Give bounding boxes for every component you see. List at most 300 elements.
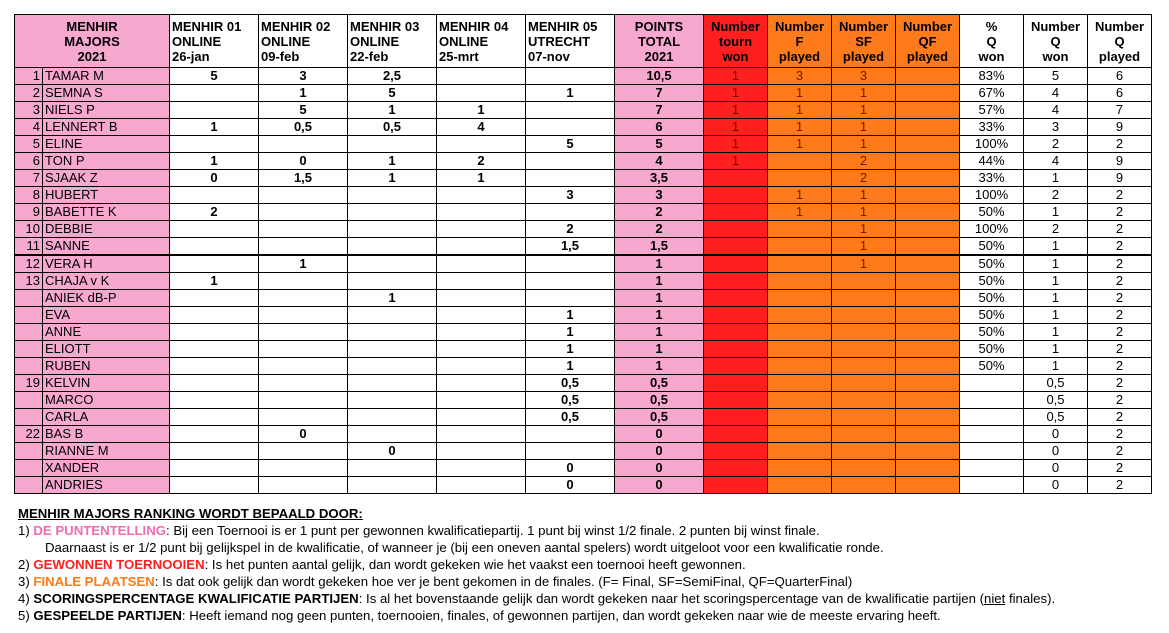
q-won: 1 xyxy=(1024,170,1088,187)
event-score: 0,5 xyxy=(526,375,615,392)
table-row xyxy=(15,153,1152,170)
header-line: Number xyxy=(710,18,761,34)
event-name: MENHIR 02 xyxy=(261,18,331,34)
qf-played xyxy=(896,307,960,324)
event-score xyxy=(437,341,526,358)
event-score: 5 xyxy=(259,102,348,119)
q-played: 2 xyxy=(1088,204,1152,221)
event-score xyxy=(348,392,437,409)
q-played: 2 xyxy=(1088,290,1152,307)
event-date: 09-feb xyxy=(261,48,300,64)
pct-q-won xyxy=(960,477,1024,494)
points-total: 3,5 xyxy=(615,170,704,187)
event-score xyxy=(170,324,259,341)
q-won: 0 xyxy=(1024,443,1088,460)
tourn-won xyxy=(704,375,768,392)
event-score: 1 xyxy=(348,153,437,170)
event-score xyxy=(348,358,437,375)
event-score: 1 xyxy=(170,119,259,136)
event-score: 0 xyxy=(259,153,348,170)
event-score xyxy=(259,477,348,494)
header-line: Q xyxy=(986,33,997,49)
rule-text: : Heeft iemand nog geen punten, toernooien, finales, of gewonnen partijen, dan wordt gekeken naar wie de meeste ervaring heeft. xyxy=(181,608,941,623)
event-score xyxy=(259,290,348,307)
player-name: RIANNE M xyxy=(43,443,170,460)
f-played xyxy=(768,443,832,460)
table-row xyxy=(15,443,1152,460)
pct-q-won: 50% xyxy=(960,255,1024,273)
event-score xyxy=(170,85,259,102)
event-score xyxy=(348,136,437,153)
rank-cell: 13 xyxy=(15,273,43,290)
event-score xyxy=(437,136,526,153)
f-played xyxy=(768,375,832,392)
title-header xyxy=(15,15,170,68)
q-won: 1 xyxy=(1024,324,1088,341)
title-line: 2021 xyxy=(77,48,107,64)
ranking-rules xyxy=(18,505,1055,624)
event-date: 25-mrt xyxy=(439,48,479,64)
event-score xyxy=(437,443,526,460)
pct-q-won: 50% xyxy=(960,324,1024,341)
event-score: 3 xyxy=(259,68,348,85)
rule-2 xyxy=(18,556,1055,573)
sf-played: 1 xyxy=(832,238,896,256)
player-name: SANNE xyxy=(43,238,170,256)
tourn-won xyxy=(704,290,768,307)
event-score: 1 xyxy=(170,153,259,170)
pct-q-won: 50% xyxy=(960,273,1024,290)
event-score xyxy=(170,290,259,307)
table-row xyxy=(15,426,1152,443)
rule-key: SCORINGSPERCENTAGE KWALIFICATIE PARTIJEN xyxy=(33,591,359,606)
qf-played xyxy=(896,119,960,136)
table-row xyxy=(15,238,1152,256)
rule-text: : Is al het bovenstaande gelijk dan wordt gekeken naar het scoringspercentage van de kwalificatie partijen ( xyxy=(358,591,985,606)
sf-played: 1 xyxy=(832,187,896,204)
event-score xyxy=(259,221,348,238)
q-won: 2 xyxy=(1024,136,1088,153)
qf-played xyxy=(896,341,960,358)
table-row xyxy=(15,187,1152,204)
event-score: 1 xyxy=(170,273,259,290)
tourn-won: 1 xyxy=(704,85,768,102)
q-played: 2 xyxy=(1088,221,1152,238)
rule-number: 2) xyxy=(18,557,34,572)
event-score xyxy=(170,409,259,426)
event-score: 0,5 xyxy=(526,409,615,426)
rank-cell xyxy=(15,392,43,409)
player-name: TON P xyxy=(43,153,170,170)
event-score xyxy=(259,324,348,341)
qf-played xyxy=(896,477,960,494)
header-line: Number xyxy=(1030,18,1081,34)
event-score xyxy=(259,341,348,358)
header-line: won xyxy=(1042,48,1069,64)
event-score xyxy=(348,460,437,477)
player-name: HUBERT xyxy=(43,187,170,204)
pct-q-won: 100% xyxy=(960,187,1024,204)
event-score xyxy=(348,409,437,426)
header-line: % xyxy=(985,18,998,34)
player-name: BABETTE K xyxy=(43,204,170,221)
points-total: 2 xyxy=(615,204,704,221)
qf-played xyxy=(896,273,960,290)
tourn-won: 1 xyxy=(704,136,768,153)
event-header xyxy=(170,15,259,68)
points-total: 1,5 xyxy=(615,238,704,256)
q-won: 4 xyxy=(1024,153,1088,170)
points-total: 1 xyxy=(615,273,704,290)
event-score xyxy=(170,238,259,256)
event-score xyxy=(526,204,615,221)
event-score xyxy=(259,392,348,409)
event-score xyxy=(437,477,526,494)
f-played xyxy=(768,290,832,307)
qf-played xyxy=(896,102,960,119)
rank-cell: 22 xyxy=(15,426,43,443)
event-score: 1 xyxy=(259,85,348,102)
event-score xyxy=(526,426,615,443)
f-played xyxy=(768,170,832,187)
q-won: 1 xyxy=(1024,307,1088,324)
rank-cell xyxy=(15,460,43,477)
tourn-won xyxy=(704,238,768,256)
event-score xyxy=(437,238,526,256)
tourn-won xyxy=(704,341,768,358)
event-score xyxy=(526,273,615,290)
f-played: 1 xyxy=(768,136,832,153)
event-score xyxy=(170,443,259,460)
player-name: CARLA xyxy=(43,409,170,426)
tourn-won: 1 xyxy=(704,153,768,170)
tourn-won xyxy=(704,273,768,290)
header-line: Q xyxy=(1114,33,1125,49)
pct-q-won: 50% xyxy=(960,341,1024,358)
f-played xyxy=(768,238,832,256)
event-score xyxy=(437,221,526,238)
rank-cell: 4 xyxy=(15,119,43,136)
event-score xyxy=(259,238,348,256)
header-line: Number xyxy=(838,18,889,34)
event-score xyxy=(437,68,526,85)
pct-q-won xyxy=(960,375,1024,392)
event-score xyxy=(437,307,526,324)
f-played xyxy=(768,477,832,494)
event-score xyxy=(526,68,615,85)
q-won: 0 xyxy=(1024,477,1088,494)
rules-title: MENHIR MAJORS RANKING WORDT BEPAALD DOOR: xyxy=(18,506,363,521)
header-row xyxy=(15,15,1152,68)
q-won: 1 xyxy=(1024,273,1088,290)
header-line: Number xyxy=(902,18,953,34)
pct-q-won: 50% xyxy=(960,307,1024,324)
event-header xyxy=(437,15,526,68)
table-row xyxy=(15,119,1152,136)
f-played xyxy=(768,153,832,170)
points-total: 0 xyxy=(615,426,704,443)
q-played: 2 xyxy=(1088,426,1152,443)
event-location: UTRECHT xyxy=(528,33,591,49)
rank-cell: 12 xyxy=(15,255,43,273)
qf-played xyxy=(896,324,960,341)
player-name: BAS B xyxy=(43,426,170,443)
tourn-won xyxy=(704,392,768,409)
event-score xyxy=(170,341,259,358)
qf-played xyxy=(896,358,960,375)
event-score xyxy=(170,392,259,409)
points-total: 1 xyxy=(615,307,704,324)
header-line: played xyxy=(842,48,885,64)
q-played: 2 xyxy=(1088,460,1152,477)
rank-cell: 9 xyxy=(15,204,43,221)
rule-4 xyxy=(18,590,1055,607)
q-played: 6 xyxy=(1088,85,1152,102)
f-played: 3 xyxy=(768,68,832,85)
event-score xyxy=(437,204,526,221)
event-score xyxy=(259,409,348,426)
q-won: 3 xyxy=(1024,119,1088,136)
f-played xyxy=(768,409,832,426)
pct-q-won: 44% xyxy=(960,153,1024,170)
rank-cell: 10 xyxy=(15,221,43,238)
event-score: 0,5 xyxy=(348,119,437,136)
event-location: ONLINE xyxy=(439,33,489,49)
table-row xyxy=(15,85,1152,102)
header-line: won xyxy=(722,48,749,64)
player-name: MARCO xyxy=(43,392,170,409)
rank-cell: 3 xyxy=(15,102,43,119)
event-score: 5 xyxy=(170,68,259,85)
header-line: played xyxy=(1098,48,1141,64)
sf-played xyxy=(832,290,896,307)
qf-played xyxy=(896,170,960,187)
points-total: 7 xyxy=(615,85,704,102)
event-score xyxy=(259,358,348,375)
rule-text: : Is het punten aantal gelijk, dan wordt gekeken wie het vaakst een toernooi heeft gewonnen. xyxy=(204,557,746,572)
q-won: 1 xyxy=(1024,290,1088,307)
rank-cell xyxy=(15,358,43,375)
q-played: 6 xyxy=(1088,68,1152,85)
pct-q-won xyxy=(960,460,1024,477)
event-score xyxy=(259,204,348,221)
event-score: 2 xyxy=(170,204,259,221)
q-won: 0,5 xyxy=(1024,375,1088,392)
event-score: 0 xyxy=(348,443,437,460)
points-total: 0 xyxy=(615,460,704,477)
q-played: 2 xyxy=(1088,392,1152,409)
table-row xyxy=(15,460,1152,477)
table-row xyxy=(15,409,1152,426)
rank-cell: 8 xyxy=(15,187,43,204)
event-score xyxy=(348,307,437,324)
header-line: TOTAL xyxy=(637,33,681,49)
rule-emphasis: niet xyxy=(984,591,1006,606)
event-score: 1 xyxy=(348,170,437,187)
event-score xyxy=(170,221,259,238)
sf-played xyxy=(832,341,896,358)
points-total: 3 xyxy=(615,187,704,204)
event-score: 1 xyxy=(259,255,348,273)
points-total: 0,5 xyxy=(615,392,704,409)
event-score: 1 xyxy=(526,307,615,324)
f-played xyxy=(768,358,832,375)
q-won: 1 xyxy=(1024,341,1088,358)
rank-cell: 19 xyxy=(15,375,43,392)
event-date: 26-jan xyxy=(172,48,210,64)
event-score xyxy=(526,443,615,460)
event-location: ONLINE xyxy=(172,33,222,49)
table-row xyxy=(15,358,1152,375)
points-total: 1 xyxy=(615,324,704,341)
player-name: SJAAK Z xyxy=(43,170,170,187)
qf-played xyxy=(896,375,960,392)
ranking-body xyxy=(15,68,1152,494)
player-name: TAMAR M xyxy=(43,68,170,85)
event-score xyxy=(437,409,526,426)
table-row xyxy=(15,375,1152,392)
event-score xyxy=(526,153,615,170)
table-row xyxy=(15,324,1152,341)
player-name: ANIEK dB-P xyxy=(43,290,170,307)
points-total: 1 xyxy=(615,358,704,375)
rank-cell: 6 xyxy=(15,153,43,170)
pct-q-won: 50% xyxy=(960,358,1024,375)
f-played xyxy=(768,426,832,443)
event-score xyxy=(526,290,615,307)
pct-q-won xyxy=(960,392,1024,409)
event-date: 07-nov xyxy=(528,48,570,64)
pct-q-won: 50% xyxy=(960,238,1024,256)
title-line: MENHIR xyxy=(66,18,118,34)
event-score xyxy=(259,307,348,324)
event-score xyxy=(259,136,348,153)
rule-number: 1) xyxy=(18,523,34,538)
event-score: 5 xyxy=(526,136,615,153)
qf-played xyxy=(896,392,960,409)
f-played: 1 xyxy=(768,85,832,102)
player-name: XANDER xyxy=(43,460,170,477)
event-score xyxy=(348,375,437,392)
event-score xyxy=(437,85,526,102)
points-total: 6 xyxy=(615,119,704,136)
qf-played xyxy=(896,255,960,273)
f-played xyxy=(768,307,832,324)
q-won: 0 xyxy=(1024,460,1088,477)
pct-q-won: 67% xyxy=(960,85,1024,102)
event-score: 2 xyxy=(526,221,615,238)
table-row xyxy=(15,290,1152,307)
event-score xyxy=(526,170,615,187)
q-won: 0,5 xyxy=(1024,409,1088,426)
q-won: 0 xyxy=(1024,426,1088,443)
player-name: ELIOTT xyxy=(43,341,170,358)
event-name: MENHIR 01 xyxy=(172,18,242,34)
qf-played xyxy=(896,221,960,238)
header-line: Number xyxy=(1094,18,1145,34)
q-won: 1 xyxy=(1024,238,1088,256)
points-total: 0,5 xyxy=(615,409,704,426)
rule-key: DE PUNTENTELLING xyxy=(33,523,166,538)
event-score xyxy=(526,102,615,119)
event-score: 1,5 xyxy=(526,238,615,256)
qf-played xyxy=(896,204,960,221)
player-name: RUBEN xyxy=(43,358,170,375)
points-total: 5 xyxy=(615,136,704,153)
event-score: 1,5 xyxy=(259,170,348,187)
event-score xyxy=(170,136,259,153)
table-row xyxy=(15,102,1152,119)
qf-played xyxy=(896,85,960,102)
event-score xyxy=(348,187,437,204)
sf-played: 1 xyxy=(832,221,896,238)
event-score xyxy=(170,375,259,392)
sf-played xyxy=(832,477,896,494)
q-played: 2 xyxy=(1088,409,1152,426)
q-played: 7 xyxy=(1088,102,1152,119)
points-total: 1 xyxy=(615,255,704,273)
q-played: 2 xyxy=(1088,255,1152,273)
q-played: 2 xyxy=(1088,477,1152,494)
event-score xyxy=(348,238,437,256)
rank-cell xyxy=(15,477,43,494)
q-won: 1 xyxy=(1024,358,1088,375)
tourn-won xyxy=(704,307,768,324)
event-score xyxy=(437,187,526,204)
f-played xyxy=(768,221,832,238)
player-name: LENNERT B xyxy=(43,119,170,136)
event-score xyxy=(437,358,526,375)
event-score xyxy=(259,375,348,392)
event-score xyxy=(170,358,259,375)
event-score xyxy=(259,460,348,477)
sf-played xyxy=(832,358,896,375)
event-score: 1 xyxy=(526,324,615,341)
f-played xyxy=(768,255,832,273)
event-score: 0,5 xyxy=(259,119,348,136)
header-line: won xyxy=(978,48,1005,64)
rule-5 xyxy=(18,607,1055,624)
event-score xyxy=(170,255,259,273)
event-score: 1 xyxy=(348,290,437,307)
rank-cell: 2 xyxy=(15,85,43,102)
event-score xyxy=(437,392,526,409)
event-score xyxy=(259,273,348,290)
event-name: MENHIR 05 xyxy=(528,18,598,34)
player-name: SEMNA S xyxy=(43,85,170,102)
sf-played xyxy=(832,460,896,477)
event-score: 2 xyxy=(437,153,526,170)
points-total: 0,5 xyxy=(615,375,704,392)
sf-played xyxy=(832,392,896,409)
ranking-table xyxy=(14,14,1152,494)
header-line: SF xyxy=(855,33,872,49)
q-played: 2 xyxy=(1088,187,1152,204)
qf-played xyxy=(896,187,960,204)
rule-1-continued: Daarnaast is er 1/2 punt bij gelijkspel in de kwalificatie, of wanneer je (bij een oneven aantal spelers) wordt uitgeloot voor een kwalificatie ronde. xyxy=(45,540,884,555)
pct-q-won: 50% xyxy=(960,204,1024,221)
sf-played xyxy=(832,375,896,392)
qf-played xyxy=(896,290,960,307)
event-score: 1 xyxy=(526,341,615,358)
table-row xyxy=(15,392,1152,409)
rule-key: GEWONNEN TOERNOOIEN xyxy=(33,557,205,572)
f-played: 1 xyxy=(768,187,832,204)
f-played xyxy=(768,460,832,477)
event-score xyxy=(170,460,259,477)
event-name: MENHIR 04 xyxy=(439,18,509,34)
tourn-won xyxy=(704,443,768,460)
